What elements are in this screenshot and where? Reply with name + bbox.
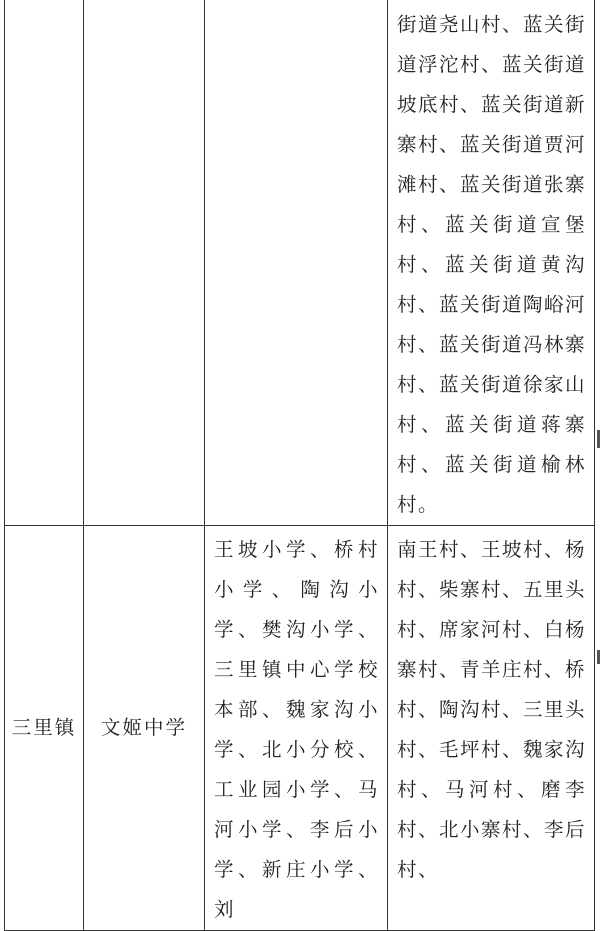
villages-cell bbox=[388, 526, 595, 931]
table-row bbox=[5, 526, 595, 931]
town-cell bbox=[5, 526, 84, 931]
school-cell bbox=[84, 526, 205, 931]
school-name: 文姬中学 bbox=[100, 716, 187, 739]
primary-schools-cell bbox=[205, 0, 388, 526]
town-name: 三里镇 bbox=[11, 716, 77, 739]
school-cell bbox=[84, 0, 205, 526]
table-row bbox=[5, 0, 595, 526]
primary-schools-text: 王坡小学、桥村小学、陶沟小学、樊沟小学、三里镇中心学校本部、魏家沟小学、北小分校、工业园小学、马河小学、李后小学、新庄小学、刘 bbox=[214, 538, 379, 921]
enrollment-table bbox=[4, 0, 595, 931]
villages-text: 街道尧山村、蓝关街道浮沱村、蓝关街道坡底村、蓝关街道新寨村、蓝关街道贾河滩村、蓝关街道张寨村、蓝关街道宣堡村、蓝关街道黄沟村、蓝关街道陶峪河村、蓝关街道冯林寨村、蓝关街道徐家山村、蓝关街道蒋寨村、蓝关街道榆林村。 bbox=[397, 13, 587, 516]
primary-schools-text bbox=[205, 0, 387, 1]
primary-schools-cell bbox=[205, 526, 388, 931]
town-cell bbox=[5, 0, 84, 526]
villages-cell bbox=[388, 0, 595, 526]
villages-text: 南王村、王坡村、杨村、柴寨村、五里头村、席家河村、白杨寨村、青羊庄村、桥村、陶沟村、三里头村、毛坪村、魏家沟村、马河村、磨李村、北小寨村、李后村、 bbox=[397, 538, 587, 881]
